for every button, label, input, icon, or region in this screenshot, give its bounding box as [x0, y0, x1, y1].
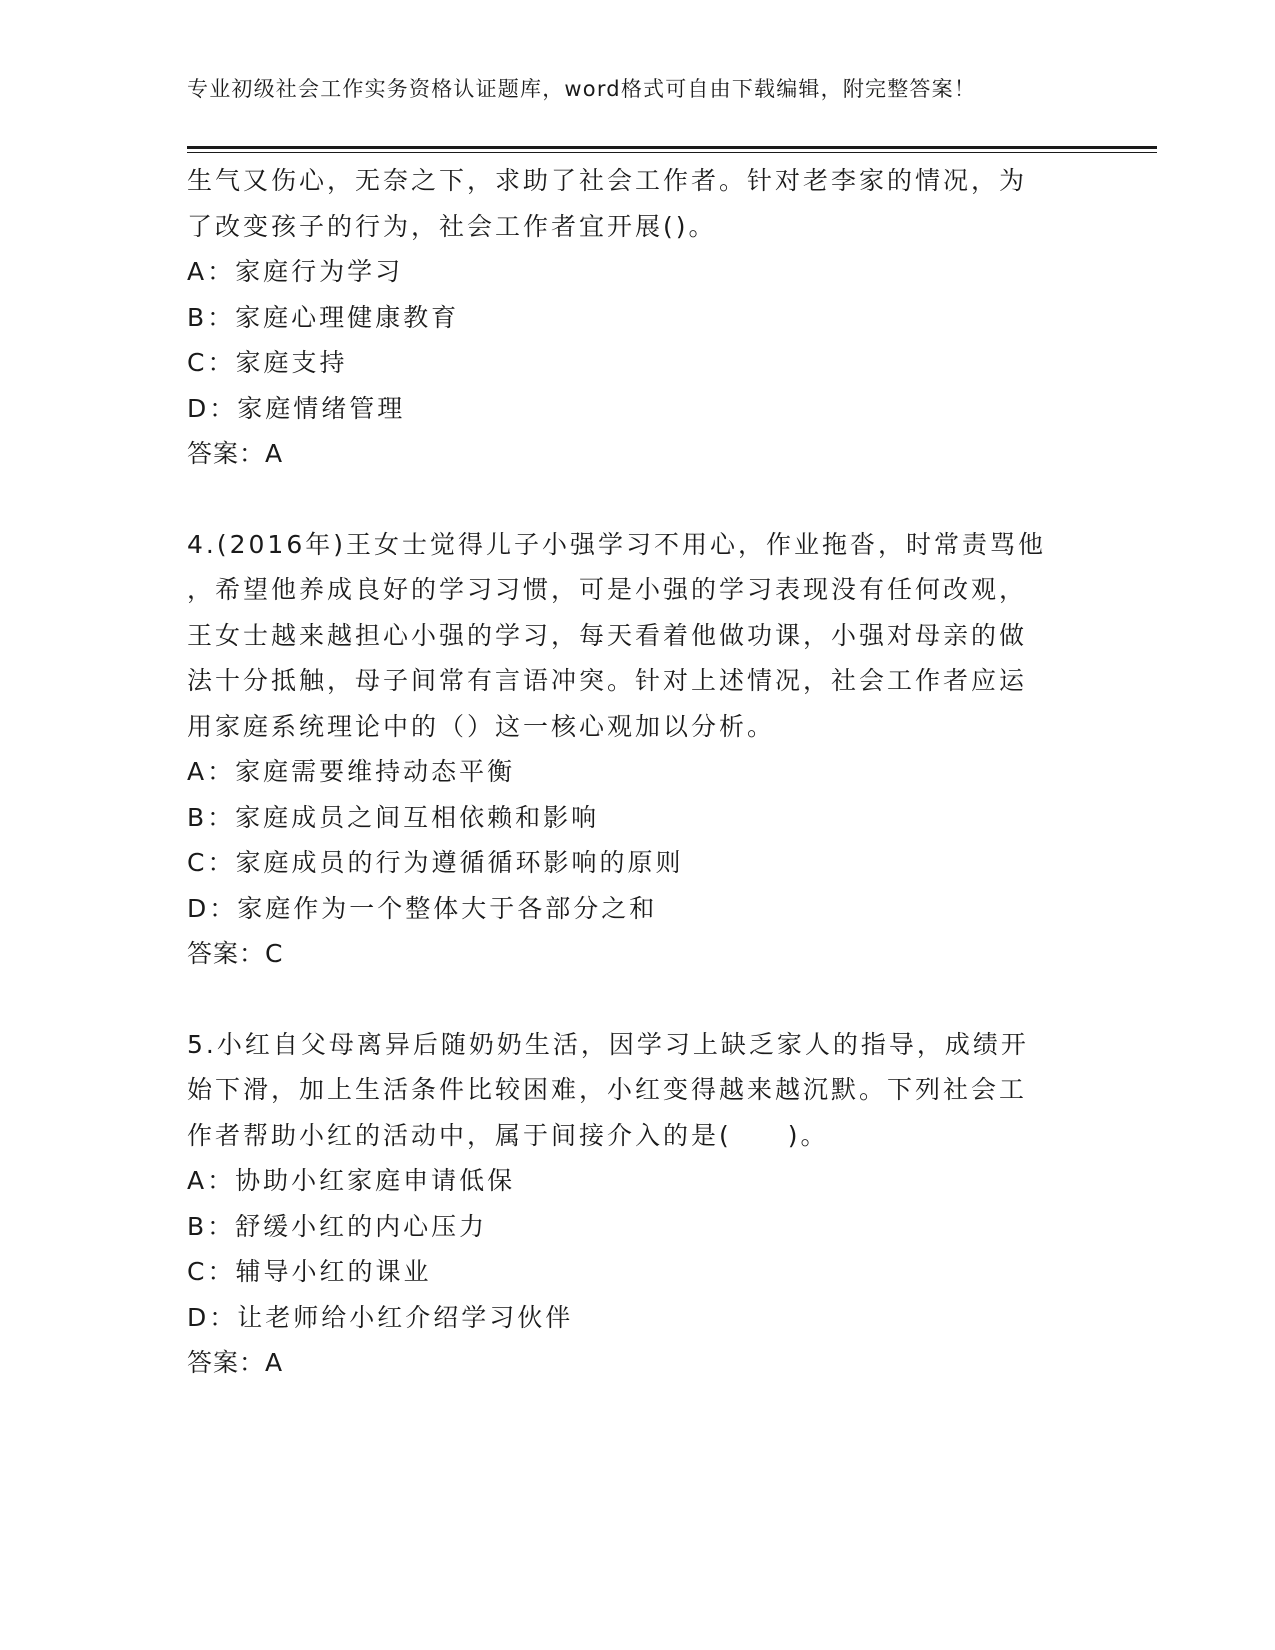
question-text-line: 生气又伤心，无奈之下，求助了社会工作者。针对老李家的情况，为 — [187, 166, 1028, 195]
option-b: B：家庭成员之间互相依赖和影响 — [187, 802, 600, 832]
option-d: D：家庭情绪管理 — [187, 393, 406, 423]
answer: 答案：A — [187, 1348, 284, 1377]
question-text-line: 5.小红自父母离异后随奶奶生活，因学习上缺乏家人的指导，成绩开 — [187, 1029, 1029, 1059]
option-c: C：家庭支持 — [187, 348, 348, 377]
option-d: D：家庭作为一个整体大于各部分之和 — [187, 893, 658, 923]
answer: 答案：A — [187, 439, 284, 468]
question-text-line: ，希望他养成良好的学习习惯，可是小强的学习表现没有任何改观， — [187, 575, 1028, 604]
option-a: A：家庭行为学习 — [187, 257, 404, 286]
option-a: A：家庭需要维持动态平衡 — [187, 757, 516, 786]
question-text-line: 用家庭系统理论中的（）这一核心观加以分析。 — [187, 711, 776, 741]
header-rule-thick — [187, 146, 1157, 149]
question-text-line: 4.(2016年)王女士觉得儿子小强学习不用心，作业拖沓，时常责骂他 — [187, 529, 1046, 559]
question-content — [187, 158, 1087, 1386]
question-text-line: 法十分抵触，母子间常有言语冲突。针对上述情况，社会工作者应运 — [187, 666, 1028, 695]
option-b: B：家庭心理健康教育 — [187, 302, 460, 332]
option-b: B：舒缓小红的内心压力 — [187, 1211, 488, 1241]
question-text-line: 王女士越来越担心小强的学习，每天看着他做功课，小强对母亲的做 — [187, 620, 1028, 650]
option-d: D：让老师给小红介绍学习伙伴 — [187, 1302, 574, 1332]
option-a: A：协助小红家庭申请低保 — [187, 1166, 516, 1195]
question-text-line: 始下滑，加上生活条件比较困难，小红变得越来越沉默。下列社会工 — [187, 1075, 1028, 1104]
question-3-continued — [187, 158, 1087, 477]
option-c: C：家庭成员的行为遵循循环影响的原则 — [187, 848, 684, 877]
option-c: C：辅导小红的课业 — [187, 1257, 432, 1286]
question-4 — [187, 522, 1087, 977]
question-5 — [187, 1022, 1087, 1386]
question-text-line: 了改变孩子的行为，社会工作者宜开展()。 — [187, 211, 717, 241]
answer: 答案：C — [187, 939, 284, 968]
header-rule-thin — [187, 152, 1157, 153]
question-text-line: 作者帮助小红的活动中，属于间接介入的是( )。 — [187, 1120, 829, 1150]
page-header: 专业初级社会工作实务资格认证题库，word格式可自由下载编辑，附完整答案！ — [187, 77, 977, 101]
